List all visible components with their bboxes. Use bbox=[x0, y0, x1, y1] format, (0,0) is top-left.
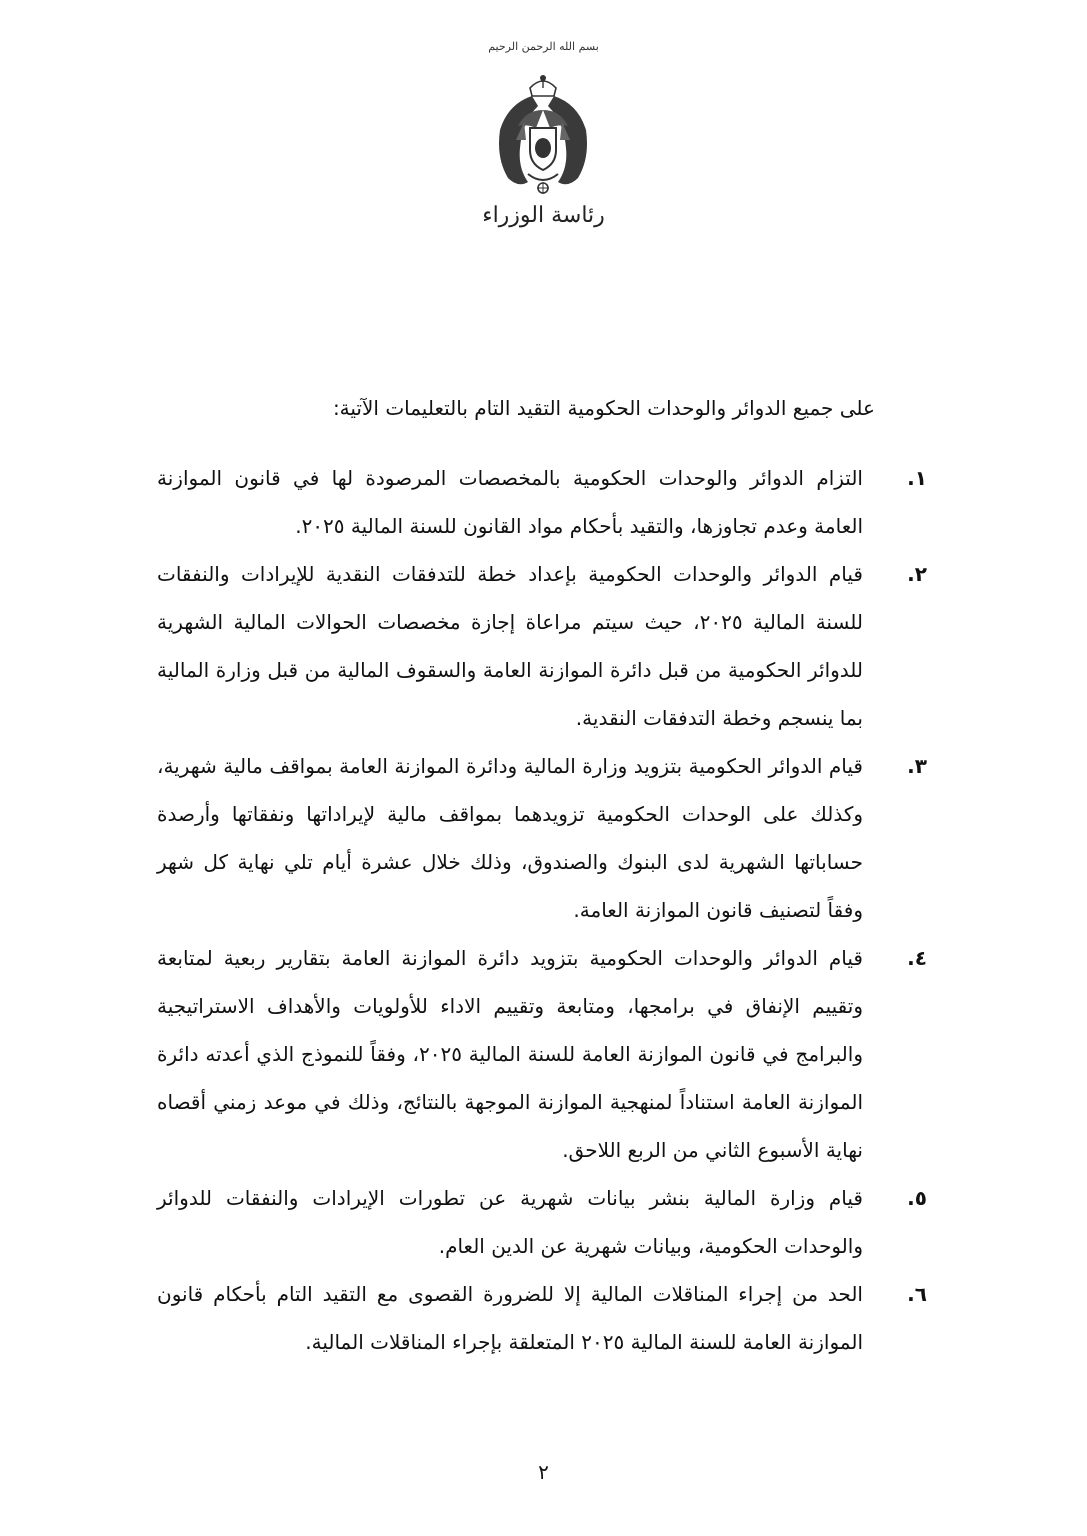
list-item bbox=[157, 934, 927, 1174]
basmala: بسم الله الرحمن الرحيم bbox=[488, 40, 599, 53]
item-text: الحد من إجراء المناقلات المالية إلا للضرورة القصوى مع التقيد التام بأحكام قانون الموازنة العامة للسنة المالية ٢٠٢٥ المتعلقة بإجراء المناقلات المالية. bbox=[157, 1282, 863, 1354]
item-number: ٢. bbox=[907, 562, 927, 586]
list-item bbox=[157, 550, 927, 742]
item-text: قيام الدوائر الحكومية بتزويد وزارة المالية ودائرة الموازنة العامة بمواقف مالية شهرية، وكذلك على الوحدات الحكومية تزويدهما بمواقف مالية لإيراداتها ونفقاتها وأرصدة حساباتها الشهرية لدى البنوك والصندوق، وذلك خلال عشرة أيام تلي نهاية كل شهر وفقاً لتصنيف قانون الموازنة العامة. bbox=[157, 754, 863, 922]
instructions-list bbox=[157, 454, 927, 1366]
jordan-coat-of-arms-icon bbox=[488, 70, 598, 200]
list-item bbox=[157, 454, 927, 550]
letterhead bbox=[0, 40, 1087, 250]
item-text: التزام الدوائر والوحدات الحكومية بالمخصصات المرصودة لها في قانون الموازنة العامة وعدم تجاوزها، والتقيد بأحكام مواد القانون للسنة المالية ٢٠٢٥. bbox=[157, 466, 863, 538]
list-item bbox=[157, 742, 927, 934]
item-text: قيام الدوائر والوحدات الحكومية بإعداد خطة للتدفقات النقدية للإيرادات والنفقات للسنة المالية ٢٠٢٥، حيث سيتم مراعاة إجازة مخصصات الحوالات المالية الشهرية للدوائر الحكومية من قبل دائرة الموازنة العامة والسقوف المالية من قبل وزارة المالية بما ينسجم وخطة التدفقات النقدية. bbox=[157, 562, 864, 730]
page-number: ٢ bbox=[538, 1460, 549, 1484]
list-item bbox=[157, 1174, 927, 1270]
issuing-office-name: رئاسة الوزراء bbox=[482, 203, 605, 228]
intro-paragraph: على جميع الدوائر والوحدات الحكومية التقيد التام بالتعليمات الآتية: bbox=[332, 396, 875, 420]
item-number: ٥. bbox=[907, 1186, 927, 1210]
item-text: قيام الدوائر والوحدات الحكومية بتزويد دائرة الموازنة العامة بتقارير ربعية لمتابعة وتقييم الإنفاق في برامجها، ومتابعة وتقييم الاداء للأولويات والأهداف الاستراتيجية والبرامج في قانون الموازنة العامة للسنة المالية ٢٠٢٥، وفقاً للنموذج الذي أعدته دائرة الموازنة العامة استناداً لمنهجية الموازنة الموجهة بالنتائج، وذلك في موعد زمني أقصاه نهاية الأسبوع الثاني من الربع اللاحق. bbox=[157, 946, 863, 1162]
item-number: ٣. bbox=[907, 754, 927, 778]
item-text: قيام وزارة المالية بنشر بيانات شهرية عن تطورات الإيرادات والنفقات للدوائر والوحدات الحكومية، وبيانات شهرية عن الدين العام. bbox=[157, 1186, 863, 1258]
item-number: ٤. bbox=[907, 946, 927, 970]
list-item bbox=[157, 1270, 927, 1366]
item-number: ١. bbox=[907, 466, 927, 490]
item-number: ٦. bbox=[907, 1282, 927, 1306]
